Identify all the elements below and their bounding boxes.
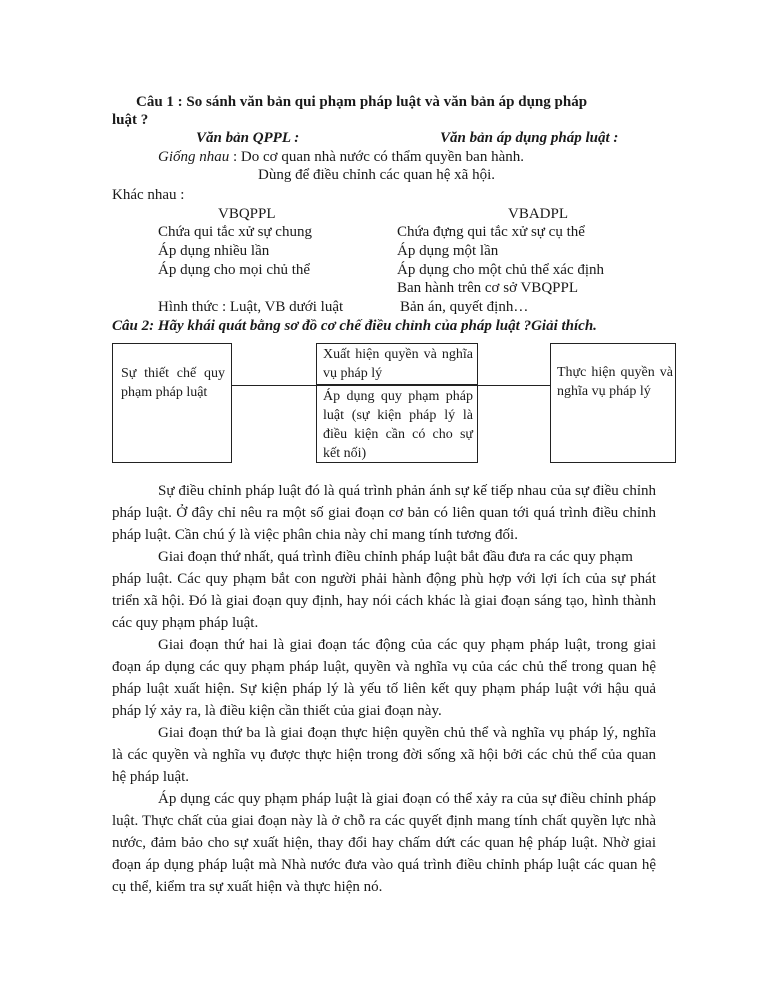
q1-title-line1: Câu 1 : So sánh văn bản qui phạm pháp luật và văn bản áp dụng pháp (136, 94, 588, 110)
q1-form-right: Bản án, quyết định… (400, 299, 529, 315)
diagram-box-rights-execution (550, 343, 676, 463)
q1-form-left: Hình thức : Luật, VB dưới luật (158, 299, 344, 315)
paragraph: Giai đoạn thứ nhất, quá trình điều chỉnh pháp luật bắt đầu đưa ra các quy phạm (158, 549, 633, 565)
paragraph: Sự điều chỉnh pháp luật đó là quá trình phản ánh sự kế tiếp nhau của sự điều chỉnh pháp luật. Ở đây chỉ nêu ra một số giai đoạn cơ bản có liên quan tới quá trình điều chỉnh pháp luật. Cần chú ý là việc phân chia này chỉ mang tính tương đối. (112, 483, 656, 543)
q1-left-item: Chứa qui tắc xử sự chung (158, 224, 312, 240)
paragraph: Áp dụng các quy phạm pháp luật là giai đoạn có thể xảy ra của sự điều chỉnh pháp luật. Thực chất của giai đoạn này là ở chỗ ra các quyết định mang tính chất quyền lực nhà nước, đảm bảo cho sự xuất hiện, thay đổi hay chấm dứt các quan hệ pháp luật. Nhờ giai đoạn áp dụng pháp luật mà Nhà nước đưa vào quá trình điều chỉnh pháp luật các quan hệ cụ thể, kiểm tra sự xuất hiện và thực hiện nó. (112, 791, 656, 895)
q1-right-item: Áp dụng cho một chủ thể xác định (397, 262, 605, 278)
q1-title-line2: luật ? (112, 112, 149, 128)
q1-right-item: Áp dụng một lần (397, 243, 499, 259)
q1-similar-label: Giống nhau (158, 149, 230, 165)
diagram-box-norm-creation (112, 343, 232, 463)
paragraph: Giai đoạn thứ ba là giai đoạn thực hiện quyền chủ thể và nghĩa vụ pháp lý, nghĩa là các quyền và nghĩa vụ được thực hiện trong đời sống xã hội bởi các chủ thể của quan hệ pháp luật. (112, 725, 656, 785)
q1-right-title: VBADPL (508, 206, 569, 222)
q1-col-left-header: Văn bản QPPL : (196, 130, 300, 146)
diagram-box-norm-creation-text: Sự thiết chế quy phạm pháp luật (121, 366, 225, 400)
q1-similar-row (158, 148, 524, 167)
q1-left-title: VBQPPL (218, 206, 276, 222)
q1-col-right-header: Văn bản áp dụng pháp luật : (440, 130, 619, 146)
diagram-box-law-application (316, 385, 478, 463)
q1-similar-line2: Dùng để điều chỉnh các quan hệ xã hội. (258, 167, 496, 183)
explanation-text (112, 480, 656, 898)
diagram-box-rights-appear-text: Xuất hiện quyền và nghĩa vụ pháp lý (323, 347, 473, 381)
q1-similar-line1: : Do cơ quan nhà nước có thẩm quyền ban hành. (233, 149, 524, 165)
q1-left-item: Áp dụng cho mọi chủ thể (158, 262, 311, 278)
q1-left-item: Áp dụng nhiều lần (158, 243, 270, 259)
q1-right-item: Ban hành trên cơ sở VBQPPL (397, 280, 578, 296)
diagram-box-rights-execution-text: Thực hiện quyền và nghĩa vụ pháp lý (557, 365, 673, 399)
diagram-box-rights-appear (316, 343, 478, 385)
q2-title: Câu 2: Hãy khái quát bằng sơ đồ cơ chế điều chỉnh của pháp luật ?Giải thích. (112, 318, 597, 334)
paragraph: pháp luật. Các quy phạm bắt con người phải hành động phù hợp với lợi ích của sự phát triển xã hội. Đó là giai đoạn quy định, hay nói cách khác là giai đoạn sáng tạo, hình thành các quy phạm pháp luật. (112, 571, 656, 631)
q1-diff-label: Khác nhau : (112, 187, 185, 203)
q1-right-item: Chứa đựng qui tắc xử sự cụ thể (397, 224, 585, 240)
paragraph: Giai đoạn thứ hai là giai đoạn tác động của các quy phạm pháp luật, trong giai đoạn áp dụng các quy phạm pháp luật, quyền và nghĩa vụ của các chủ thể trong quan hệ pháp luật xuất hiện. Sự kiện pháp lý là yếu tố liên kết quy phạm pháp luật với hậu quả pháp lý xảy ra, là điều kiện cần thiết của giai đoạn này. (112, 637, 656, 719)
diagram-box-law-application-text: Áp dụng quy phạm pháp luật (sự kiện pháp lý là điều kiện cần có cho sự kết nối) (323, 389, 473, 461)
